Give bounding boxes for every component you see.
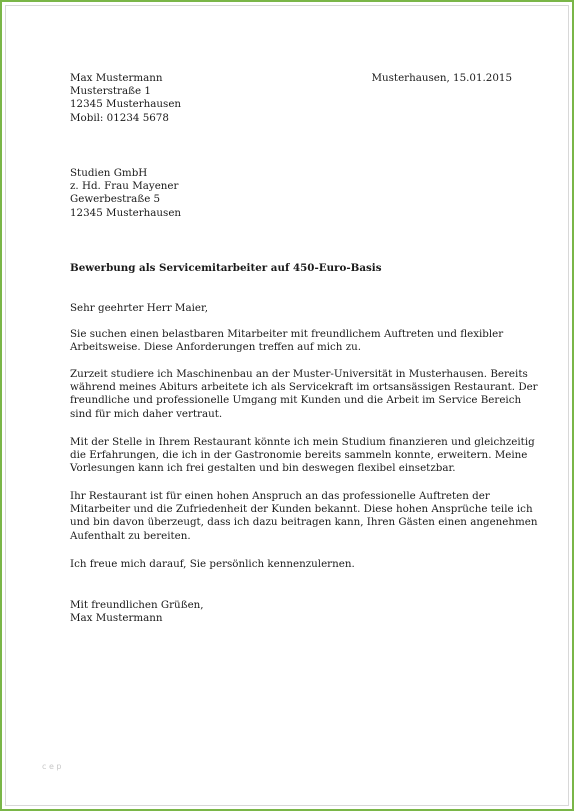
paragraph-line: und bin davon überzeugt, dass ich dazu beitragen kann, Ihren Gästen einen angenehmen	[70, 516, 538, 529]
paragraph-line: Ich freue mich darauf, Sie persönlich kennenzulernen.	[70, 558, 355, 570]
sender-name: Max Mustermann	[70, 72, 163, 84]
recipient-city: 12345 Musterhausen	[70, 206, 182, 219]
sender-city: 12345 Musterhausen	[70, 98, 182, 111]
sender-street: Musterstraße 1	[70, 85, 151, 98]
recipient-street: Gewerbestraße 5	[70, 193, 161, 206]
paragraph-line: während meines Abiturs arbeitete ich als Servicekraft im ortsansässigen Restaurant. Der	[70, 381, 538, 394]
closing-greeting: Mit freundlichen Grüßen,	[70, 599, 204, 611]
recipient-company: Studien GmbH	[70, 167, 148, 179]
closing-block	[70, 599, 204, 625]
paragraph-line: freundliche und professionelle Umgang mit Kunden und die Arbeit im Service Bereich	[70, 394, 522, 407]
paragraph-line: sind für mich daher vertraut.	[70, 407, 223, 420]
paragraph-line: Sie suchen einen belastbaren Mitarbeiter mit freundlichem Auftreten und flexibler	[70, 328, 504, 340]
paragraph-line: Zurzeit studiere ich Maschinenbau an der Muster-Universität in Musterhausen. Bereits	[70, 368, 528, 380]
letter-salutation: Sehr geehrter Herr Maier,	[70, 302, 209, 314]
body-paragraph	[70, 490, 538, 543]
letter-subject: Bewerbung als Servicemitarbeiter auf 450-Euro-Basis	[70, 262, 382, 274]
paragraph-line: Vorlesungen kann ich frei gestalten und bin deswegen flexibel einsetzbar.	[70, 462, 456, 475]
paragraph-line: Mitarbeiter und die Zufriedenheit der Kunden bekannt. Diese hohen Ansprüche teile ich	[70, 503, 533, 516]
paragraph-line: die Erfahrungen, die ich in der Gastronomie bereits sammeln konnte, erweitern. Meine	[70, 449, 528, 462]
paragraph-line: Arbeitsweise. Diese Anforderungen treffen auf mich zu.	[70, 341, 362, 354]
recipient-block	[70, 167, 181, 220]
letter-date: Musterhausen, 15.01.2015	[371, 72, 512, 84]
body-paragraph	[70, 558, 355, 571]
sender-block	[70, 72, 181, 125]
recipient-attn: z. Hd. Frau Mayener	[70, 180, 179, 193]
body-paragraph	[70, 436, 535, 476]
watermark: c e p	[42, 762, 62, 771]
body-paragraph	[70, 368, 538, 421]
paragraph-line: Mit der Stelle in Ihrem Restaurant könnte ich mein Studium finanzieren und gleichzeitig	[70, 436, 535, 448]
paragraph-line: Aufenthalt zu bereiten.	[70, 529, 191, 542]
body-paragraph	[70, 328, 503, 354]
sender-phone: Mobil: 01234 5678	[70, 111, 169, 124]
closing-name: Max Mustermann	[70, 612, 163, 625]
paragraph-line: Ihr Restaurant ist für einen hohen Anspruch an das professionelle Auftreten der	[70, 490, 490, 502]
